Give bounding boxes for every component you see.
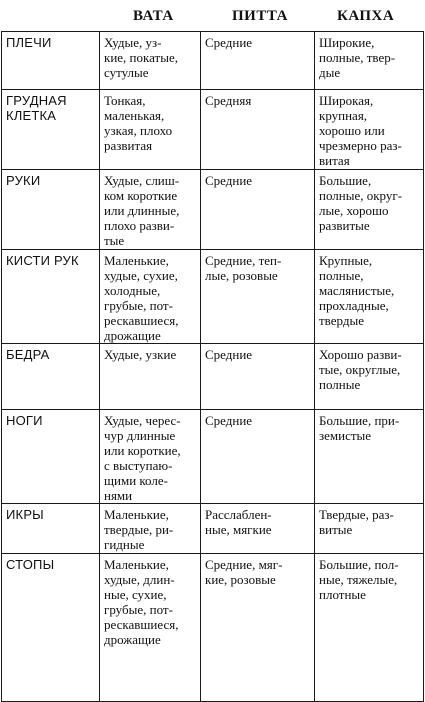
- cell-vata: Тонкая, маленькая, узкая, плохо развитая: [100, 90, 201, 170]
- table-row: [2, 554, 424, 702]
- row-label: ПЛЕЧИ: [2, 32, 100, 90]
- cell-vata: Маленькие, твердые, ри- гидные: [100, 504, 201, 554]
- cell-vata: Маленькие, худые, сухие, холодные, грубые, пот- рескавшиеся, дрожащие: [100, 250, 201, 344]
- dosha-body-table: [1, 31, 424, 702]
- cell-vata: Худые, узкие: [100, 344, 201, 410]
- cell-kapha: Большие, полные, округ- лые, хорошо развитые: [315, 170, 424, 250]
- table-row: [2, 170, 424, 250]
- table-row: [2, 32, 424, 90]
- cell-pitta: Средняя: [201, 90, 315, 170]
- cell-vata: Худые, слиш- ком короткие или длинные, плохо разви- тые: [100, 170, 201, 250]
- cell-kapha: Хорошо разви- тые, округлые, полные: [315, 344, 424, 410]
- cell-kapha: Большие, при- земистые: [315, 410, 424, 504]
- table-row: [2, 410, 424, 504]
- cell-vata: Худые, черес- чур длинные или короткие, с выступаю- щими коле- нями: [100, 410, 201, 504]
- row-label: ГРУДНАЯ КЛЕТКА: [2, 90, 100, 170]
- row-label: СТОПЫ: [2, 554, 100, 702]
- cell-kapha: Большие, пол- ные, тяжелые, плотные: [315, 554, 424, 702]
- cell-pitta: Средние: [201, 410, 315, 504]
- cell-vata: Худые, уз- кие, покатые, сутулые: [100, 32, 201, 90]
- table-row: [2, 250, 424, 344]
- cell-pitta: Средние: [201, 344, 315, 410]
- cell-pitta: Средние: [201, 32, 315, 90]
- row-label: НОГИ: [2, 410, 100, 504]
- table-row: [2, 504, 424, 554]
- cell-pitta: Средние, теп- лые, розовые: [201, 250, 315, 344]
- cell-pitta: Расслаблен- ные, мягкие: [201, 504, 315, 554]
- cell-kapha: Крупные, полные, маслянистые, прохладные, твердые: [315, 250, 424, 344]
- row-label: ИКРЫ: [2, 504, 100, 554]
- cell-vata: Маленькие, худые, длин- ные, сухие, грубые, пот- рескавшиеся, дрожащие: [100, 554, 201, 702]
- table-row: [2, 90, 424, 170]
- header-pitta: ПИТТА: [232, 8, 288, 24]
- cell-kapha: Широкие, полные, твер- дые: [315, 32, 424, 90]
- cell-kapha: Твердые, раз- витые: [315, 504, 424, 554]
- header-kapha: КАПХА: [337, 8, 395, 24]
- table-header: [0, 0, 425, 30]
- row-label: БЕДРА: [2, 344, 100, 410]
- cell-kapha: Широкая, крупная, хорошо или чрезмерно раз- витая: [315, 90, 424, 170]
- cell-pitta: Средние, мяг- кие, розовые: [201, 554, 315, 702]
- cell-pitta: Средние: [201, 170, 315, 250]
- row-label: РУКИ: [2, 170, 100, 250]
- row-label: КИСТИ РУК: [2, 250, 100, 344]
- header-vata: ВАТА: [133, 8, 174, 24]
- table-row: [2, 344, 424, 410]
